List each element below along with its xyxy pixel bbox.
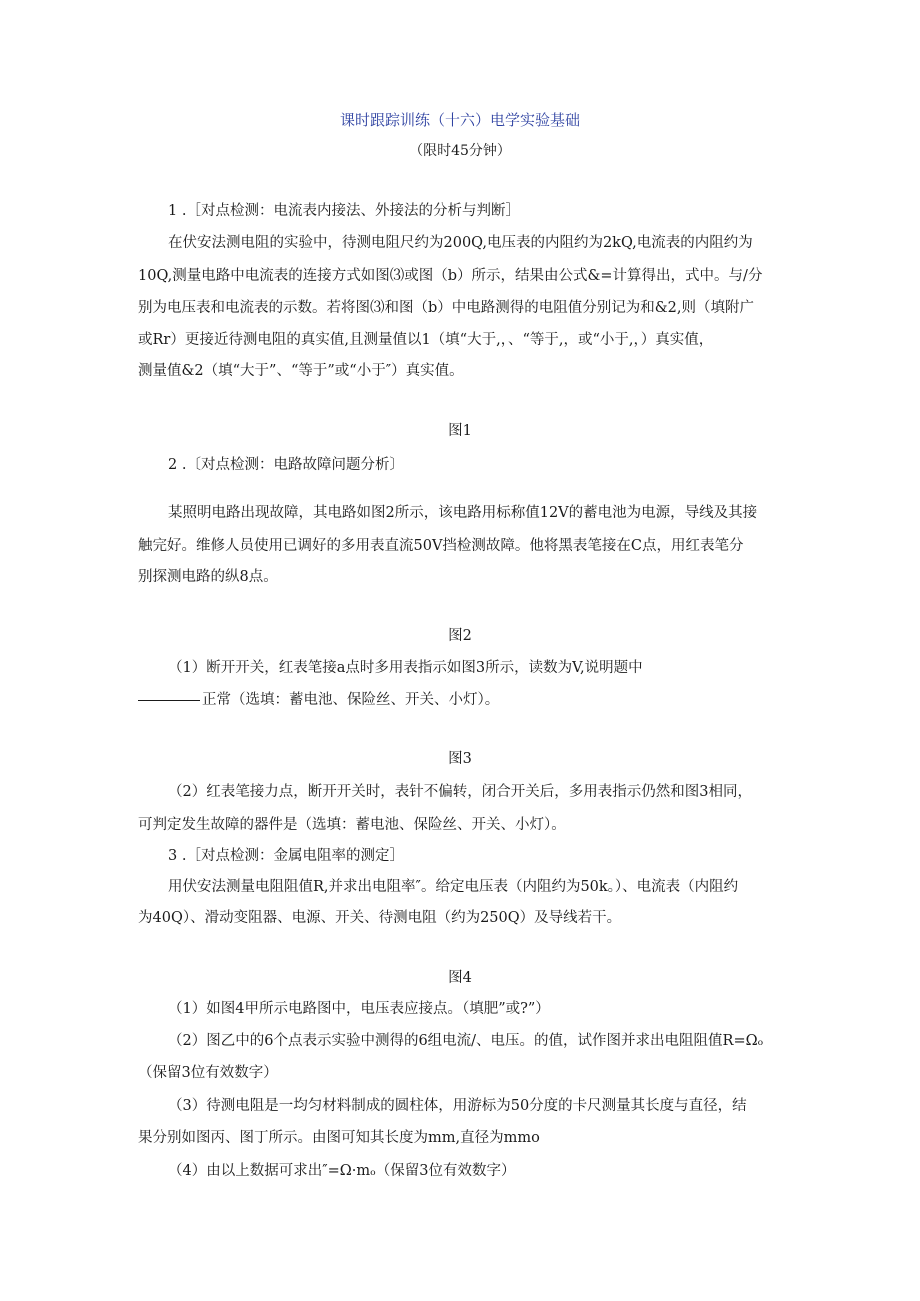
q1-line-1: 在伏安法测电阻的实验中，待测电阻尺约为200Q,电压表的内阻约为2kQ,电流表的内阻约为 xyxy=(168,235,753,251)
q2-sub2-line-2: 可判定发生故障的器件是（选填：蓄电池、保险丝、开关、小灯）。 xyxy=(138,817,566,833)
q2-sub1-line-2-text: 正常（选填：蓄电池、保险丝、开关、小灯）。 xyxy=(202,692,500,708)
q1-heading: 1 .［对点检测：电流表内接法、外接法的分析与判断］ xyxy=(168,203,520,219)
time-limit: （限时45分钟） xyxy=(409,143,511,159)
q2-sub2-line-1: （2）红表笔接力点，断开开关时，表针不偏转，闭合开关后，多用表指示仍然和图3相同， xyxy=(168,784,752,800)
q1-line-5: 测量值&2（填“大于”、“等于”或“小于″）真实值。 xyxy=(138,363,464,379)
figure-2-label: 图2 xyxy=(448,628,472,644)
q3-sub1: （1）如图4甲所示电路图中，电压表应接点。（填肥”或?”） xyxy=(168,1001,550,1017)
q2-sub1-line-1: （1）断开开关，红表笔接a点时多用表指示如图3所示，读数为V,说明题中 xyxy=(168,660,643,676)
q3-sub3-line-2: 果分别如图丙、图丁所示。由图可知其长度为mm,直径为mmo xyxy=(138,1130,540,1146)
answer-blank xyxy=(138,700,200,701)
q3-sub3-line-1: （3）待测电阻是一均匀材料制成的圆柱体，用游标为50分度的卡尺测量其长度与直径，结 xyxy=(168,1098,747,1114)
figure-4-label: 图4 xyxy=(448,970,472,986)
figure-3-label: 图3 xyxy=(448,751,472,767)
q3-sub2-line-1: （2）图乙中的6个点表示实验中测得的6组电流/、电压。的值，试作图并求出电阻阻值R=Ωₒ xyxy=(168,1033,764,1049)
figure-1-label: 图1 xyxy=(448,423,472,439)
q3-line-1: 用伏安法测量电阻阻值R,并求出电阻率″。给定电压表（内阻约为50k。）、电流表（内阻约 xyxy=(168,879,739,895)
q1-line-4: 或Rr）更接近待测电阻的真实值,且测量值以1（填“大于,，、“等于,，或“小于,，）真实值， xyxy=(138,332,714,348)
q3-sub4: （4）由以上数据可求出″=Ω·mₒ（保留3位有效数字） xyxy=(168,1163,516,1179)
q1-line-2: 10Q,测量电路中电流表的连接方式如图⑶或图（b）所示，结果由公式&=计算得出，式中。与/分 xyxy=(138,268,763,284)
q2-line-2: 触完好。维修人员使用已调好的多用表直流50V挡检测故障。他将黑表笔接在C点，用红表笔分 xyxy=(138,538,744,554)
q1-line-3: 别为电压表和电流表的示数。若将图⑶和图（b）中电路测得的电阻值分别记为和&2,则（填附广 xyxy=(138,300,755,316)
q2-heading: 2 .〔对点检测：电路故障问题分析〕 xyxy=(168,457,404,473)
q3-line-2: 为40Q）、滑动变阻器、电源、开关、待测电阻（约为250Q）及导线若干。 xyxy=(138,910,622,926)
q2-sub1-line-2 xyxy=(138,690,499,710)
q2-line-1: 某照明电路出现故障，其电路如图2所示，该电路用标称值12V的蓄电池为电源，导线及其接 xyxy=(168,505,758,521)
q2-line-3: 别探测电路的纵8点。 xyxy=(138,569,278,585)
q3-sub2-line-2: （保留3位有效数字） xyxy=(138,1065,278,1081)
page-title: 课时跟踪训练（十六）电学实验基础 xyxy=(339,111,580,129)
q3-heading: 3 .［对点检测：金属电阻率的测定］ xyxy=(168,848,404,864)
